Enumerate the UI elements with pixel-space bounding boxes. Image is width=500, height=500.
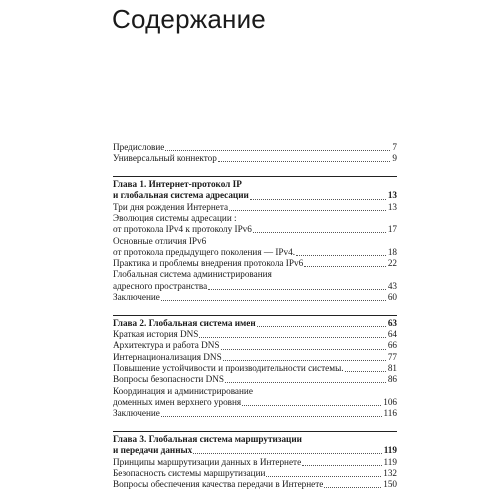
toc-dot-leader <box>304 266 386 267</box>
toc-page-number: 150 <box>383 479 397 490</box>
toc-chapter-entry <box>113 179 397 190</box>
toc-page-number: 66 <box>387 340 397 351</box>
toc-entry-title: Глобальная система администрирования <box>113 269 272 280</box>
toc-dot-leader <box>223 360 386 361</box>
toc-entry-title: Интернационализация DNS <box>113 351 222 362</box>
toc-page-number: 17 <box>387 224 397 235</box>
toc-entry-title: адресного пространства <box>113 280 208 291</box>
toc-dot-leader <box>193 453 381 454</box>
toc-entry-title: Принципы маршрутизации данных в Интернете <box>113 456 302 467</box>
toc-entry <box>113 386 397 397</box>
toc-entry-title: Глава 1. Интернет-протокол IP <box>113 179 242 190</box>
toc-page-number: 18 <box>387 246 397 257</box>
toc-page-number: 116 <box>383 408 397 419</box>
toc-entry <box>113 224 397 235</box>
toc-dot-leader <box>221 349 386 350</box>
toc-entry-title: Заключение <box>113 408 160 419</box>
toc-entry <box>113 468 397 479</box>
toc-page-number: 9 <box>392 153 397 164</box>
toc-page-number: 86 <box>387 374 397 385</box>
toc-page-number: 132 <box>383 467 397 478</box>
toc-entry <box>113 236 397 247</box>
toc-entry <box>113 340 397 351</box>
toc-dot-leader <box>253 232 386 233</box>
toc-entry <box>113 329 397 340</box>
toc-entry <box>113 247 397 258</box>
toc-entry-title: Повышение устойчивости и производительности системы. <box>113 363 344 374</box>
toc-entry-title: Глава 2. Глобальная система имен <box>113 317 256 328</box>
toc-entry <box>113 352 397 363</box>
toc-page-number: 63 <box>387 317 397 328</box>
page-title: Содержание <box>112 4 266 34</box>
toc-entry <box>113 213 397 224</box>
toc-entry-title: Вопросы обеспечения качества передачи в Интернете <box>113 479 324 490</box>
toc-entry <box>113 281 397 292</box>
toc-entry-title: Краткая история DNS <box>113 329 199 340</box>
toc-entry <box>113 479 397 490</box>
toc-entry-title: Безопасность системы маршрутизации <box>113 467 266 478</box>
toc-dot-leader <box>302 465 381 466</box>
toc-entry <box>113 408 397 419</box>
toc-entry <box>113 363 397 374</box>
toc-page-number: 119 <box>383 445 397 456</box>
chapter-rule <box>113 431 397 432</box>
toc-entry-title: от протокола предыдущего поколения — IPv4. <box>113 246 295 257</box>
toc-entry <box>113 258 397 269</box>
toc-entry-title: Практика и проблемы внедрения протокола IPv6 <box>113 258 304 269</box>
toc-page-number: 64 <box>387 329 397 340</box>
toc-chapter-entry <box>113 190 397 201</box>
toc-entry <box>113 202 397 213</box>
toc-entry-title: и передачи данных <box>113 445 193 456</box>
toc-entry-title: Заключение <box>113 292 160 303</box>
toc-chapter-entry <box>113 445 397 456</box>
toc-page-number: 81 <box>387 363 397 374</box>
toc-entry-title: и глобальная система адресации <box>113 190 249 201</box>
toc-dot-leader <box>161 416 382 417</box>
toc-chapter-entry <box>113 318 397 329</box>
toc-entry-title: Архитектура и работа DNS <box>113 340 220 351</box>
toc-dot-leader <box>218 161 391 162</box>
toc-page-number: 13 <box>387 201 397 212</box>
toc-entry-title: Основные отличия IPv6 <box>113 235 207 246</box>
table-of-contents <box>113 142 397 491</box>
toc-dot-leader <box>296 255 386 256</box>
toc-entry-title: от протокола IPv4 к протоколу IPv6 <box>113 224 252 235</box>
toc-dot-leader <box>225 382 386 383</box>
toc-dot-leader <box>324 487 381 488</box>
toc-dot-leader <box>266 476 381 477</box>
toc-dot-leader <box>250 199 386 200</box>
toc-page-number: 119 <box>383 456 397 467</box>
toc-page-number: 7 <box>392 142 397 152</box>
toc-entry <box>113 142 397 153</box>
toc-entry-title: Координация и администрирование <box>113 385 253 396</box>
toc-chapter-entry <box>113 434 397 445</box>
toc-dot-leader <box>242 405 381 406</box>
toc-entry-title: доменных имен верхнего уровня <box>113 396 242 407</box>
toc-entry-title: Вопросы безопасности DNS <box>113 374 225 385</box>
toc-page-number: 77 <box>387 351 397 362</box>
toc-entry-title: Эволюция системы адресации : <box>113 212 237 223</box>
toc-entry <box>113 397 397 408</box>
toc-page-number: 13 <box>387 190 397 201</box>
toc-entry <box>113 374 397 385</box>
toc-dot-leader <box>165 150 390 151</box>
toc-entry <box>113 292 397 303</box>
toc-dot-leader <box>345 371 386 372</box>
toc-dot-leader <box>257 326 386 327</box>
toc-page-number: 60 <box>387 292 397 303</box>
toc-entry <box>113 153 397 164</box>
toc-page-number: 43 <box>387 280 397 291</box>
toc-entry-title: Глава 3. Глобальная система маршрутизации <box>113 434 302 445</box>
toc-dot-leader <box>161 300 386 301</box>
toc-dot-leader <box>199 337 385 338</box>
toc-dot-leader <box>208 289 386 290</box>
chapter-rule <box>113 176 397 177</box>
toc-entry <box>113 269 397 280</box>
toc-page-number: 106 <box>383 396 397 407</box>
chapter-rule <box>113 315 397 316</box>
toc-entry-title: Три дня рождения Интернета <box>113 201 229 212</box>
toc-dot-leader <box>229 210 386 211</box>
toc-entry-title: Универсальный коннектор <box>113 153 217 164</box>
toc-entry-title: Предисловие <box>113 142 165 152</box>
toc-page-number: 22 <box>387 258 397 269</box>
toc-entry <box>113 457 397 468</box>
